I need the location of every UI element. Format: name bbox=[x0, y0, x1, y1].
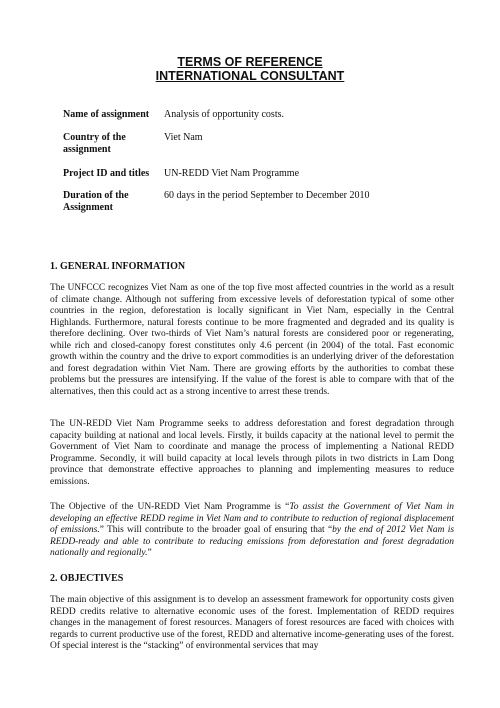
meta-label: Country of the assignment bbox=[63, 132, 126, 155]
meta-value: 60 days in the period September to December 2010 bbox=[164, 190, 370, 201]
section-heading-objectives: 2. OBJECTIVES bbox=[50, 573, 124, 584]
meta-value: Viet Nam bbox=[164, 132, 203, 143]
paragraph: The UNFCCC recognizes Viet Nam as one of the top five most affected countries in the world as a result of climate change. Although not suffering from excessive levels of deforestation typical of some other countries in the region, deforestation is locally significant in Viet Nam, especially in the Central Highlands. Furthermore, natural forests continue to be more fragmented and degraded and its quality is therefore declining. Over two-thirds of Viet Nam’s natural forests are considered poor or regenerating, while rich and closed-canopy forest constitutes only 4.6 percent (in 2004) of the total. Fast economic growth within the country and the drive to export commodities is an underlying driver of the deforestation and forest degradation within Viet Nam. There are growing efforts by the authorities to combat these problems but the pressures are intensifying. If the value of the forest is able to compare with that of the alternatives, then this could act as a strong incentive to arrest these trends. bbox=[50, 283, 454, 397]
paragraph-objective bbox=[50, 502, 454, 560]
meta-value: Analysis of opportunity costs. bbox=[164, 109, 284, 120]
meta-label: Duration of the Assignment bbox=[63, 190, 129, 213]
meta-label: Project ID and titles bbox=[63, 168, 150, 179]
italic-quote: To assist the Government of Viet Nam in developing an effective REDD regime in Viet Nam and to contribute to reduction of regional displacement of emissions. bbox=[50, 502, 454, 536]
title-line-2: INTERNATIONAL CONSULTANT bbox=[155, 69, 345, 83]
paragraph: The UN-REDD Viet Nam Programme seeks to address deforestation and forest degradation through capacity building at national and local levels. Firstly, it builds capacity at the national level to permit the Government of Viet Nam to coordinate and manage the process of implementing a National REDD Programme. Secondly, it will build capacity at local levels through pilots in two districts in Lam Dong province that demonstrate effective approaches to planning and implementing measures to reduce emissions. bbox=[50, 419, 454, 487]
text-span: ” bbox=[147, 548, 152, 559]
italic-quote: by the end of 2012 Viet Nam is REDD-ready and able to contribute to reducing emissions from deforestation and forest degradation nationally and regionally. bbox=[50, 525, 454, 559]
section-heading-general: 1. GENERAL INFORMATION bbox=[50, 261, 186, 272]
text-span: ” This will contribute to the broader goal of ensuring that “ bbox=[99, 525, 333, 536]
text-span: The Objective of the UN-REDD Viet Nam Programme is “ bbox=[50, 502, 290, 512]
title-line-1: TERMS OF REFERENCE bbox=[177, 55, 323, 69]
meta-value: UN-REDD Viet Nam Programme bbox=[164, 168, 300, 179]
meta-label: Name of assignment bbox=[63, 109, 150, 120]
paragraph: The main objective of this assignment is to develop an assessment framework for opportunity costs given REDD credits relative to alternative economic uses of the forest. Implementation of REDD requires changes in the management of forest resources. Managers of forest resources are faced with choices with regards to current productive use of the forest, REDD and alternative income-generating uses of the forest. Of special interest is the “stacking” of environmental services that may bbox=[50, 595, 454, 652]
